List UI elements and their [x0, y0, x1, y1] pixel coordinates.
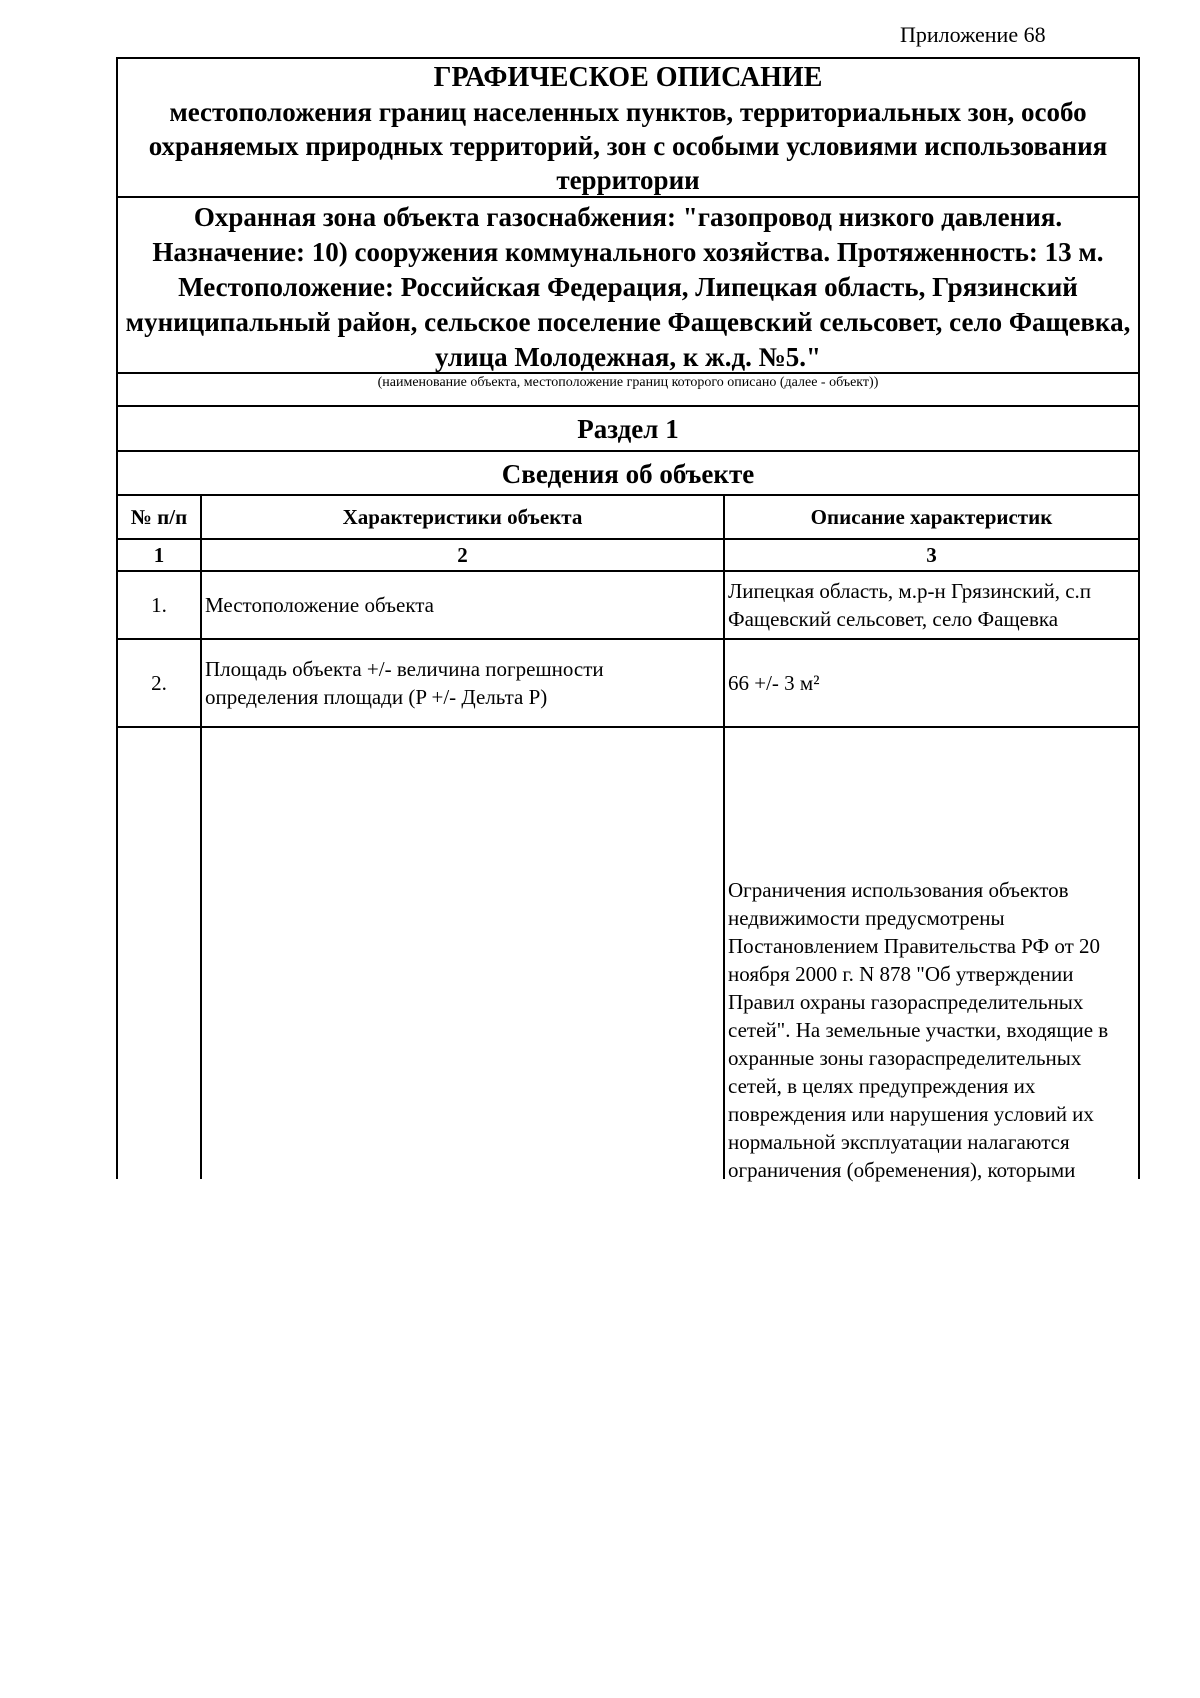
colnum-cell: 1 — [153, 542, 165, 567]
section-title: Раздел 1 — [118, 407, 1138, 452]
row-number: 1. — [151, 593, 167, 617]
row-characteristic: Площадь объекта +/- величина погрешности определения площади (P +/- Дельта P) — [205, 657, 604, 709]
document-frame — [116, 57, 1140, 1182]
row-description: 66 +/- 3 м² — [728, 671, 820, 695]
info-table — [118, 496, 1138, 1182]
section-subtitle: Сведения об объекте — [118, 452, 1138, 496]
table-row — [118, 572, 1138, 640]
document-title: ГРАФИЧЕСКОЕ ОПИСАНИЕ — [433, 62, 823, 93]
colnum-cell: 3 — [926, 542, 937, 567]
table-row — [118, 728, 1138, 1182]
row-number: 2. — [151, 671, 167, 695]
table-row — [118, 640, 1138, 728]
document-title-block — [118, 59, 1138, 198]
document-subtitle: местоположения границ населенных пунктов, территориальных зон, особо охраняемых природных территорий, зон с особыми условиями использования территории — [148, 97, 1108, 195]
header-cell-num: № п/п — [130, 504, 188, 529]
row-description: Липецкая область, м.р-н Грязинский, с.п Фащевский сельсовет, село Фащевка — [728, 579, 1092, 631]
row-characteristic: Местоположение объекта — [205, 593, 435, 617]
appendix-label: Приложение 68 — [900, 22, 1046, 47]
object-name-block — [118, 198, 1138, 374]
header-cell-characteristic: Характеристики объекта — [342, 504, 583, 529]
object-name: Охранная зона объекта газоснабжения: "газопровод низкого давления. Назначение: 10) сооружения коммунального хозяйства. Протяженность: 13 м. Местоположение: Российская Федерация, Липецкая область, Грязинский муниципальный район, сельское поселение Фащевский сельсовет, село Фащевка, улица Молодежная, к ж.д. №5." — [125, 202, 1131, 372]
table-header-row — [118, 496, 1138, 540]
header-cell-description: Описание характеристик — [810, 504, 1053, 529]
colnum-cell: 2 — [457, 542, 468, 567]
table-colnum-row — [118, 540, 1138, 572]
object-caption: (наименование объекта, местоположение границ которого описано (далее - объект)) — [377, 375, 879, 390]
row-description: Ограничения использования объектов недвижимости предусмотрены Постановлением Правительства РФ от 20 ноября 2000 г. N 878 "Об утверждении Правил охраны газораспределительных сетей". На земельные участки, входящие в охранные зоны газораспределительных сетей, в целях предупреждения их повреждения или нарушения условий их нормальной эксплуатации налагаются ограничения (обременения), которыми — [728, 878, 1109, 1182]
